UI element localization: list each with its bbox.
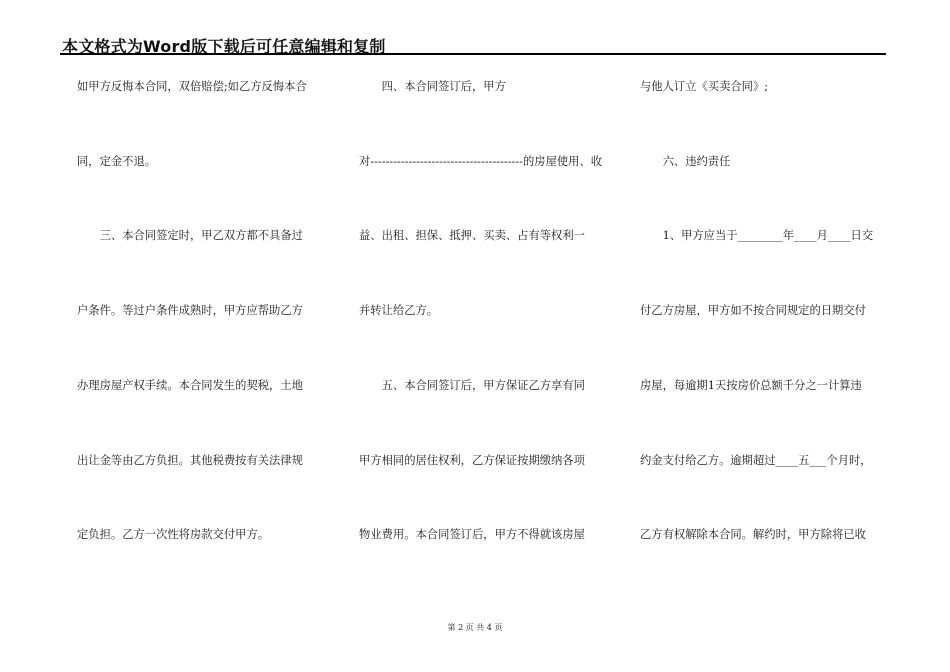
text-line: 乙方有权解除本合同。解约时，甲方除将已收 <box>640 528 866 541</box>
text-line: 办理房屋产权手续。本合同发生的契税，土地 <box>77 379 303 392</box>
text-line: 付乙方房屋，甲方如不按合同规定的日期交付 <box>640 304 866 317</box>
text-line: 三、本合同签定时，甲乙双方都不具备过 <box>77 229 303 242</box>
text-line: 同，定金不退。 <box>77 155 157 168</box>
text-line: 四、本合同签订后，甲方 <box>359 80 506 93</box>
text-line: 五、本合同签订后，甲方保证乙方享有同 <box>359 379 585 392</box>
text-line: 户条件。等过户条件成熟时，甲方应帮助乙方 <box>77 304 303 317</box>
text-line: 与他人订立《买卖合同》; <box>640 80 769 93</box>
text-line: 物业费用。本合同签订后，甲方不得就该房屋 <box>359 528 585 541</box>
text-line: 六、违约责任 <box>640 155 731 168</box>
text-line: 定负担。乙方一次性将房款交付甲方。 <box>77 528 270 541</box>
text-line: 如甲方反悔本合同，双倍赔偿;如乙方反悔本合 <box>77 80 307 93</box>
document-header-title: 本文格式为Word版下载后可任意编辑和复制 <box>62 37 386 56</box>
text-line: 1、甲方应当于________年____月____日交 <box>640 229 874 242</box>
page-number-footer: 第 2 页 共 4 页 <box>447 623 503 632</box>
text-line: 甲方相同的居住权利，乙方保证按期缴纳各项 <box>359 454 585 467</box>
text-line: 约金支付给乙方。逾期超过____五___个月时， <box>640 454 872 467</box>
text-line: 房屋，每逾期1天按房价总额千分之一计算违 <box>640 379 862 392</box>
text-line: 并转让给乙方。 <box>359 304 439 317</box>
header-divider <box>60 53 886 55</box>
text-line: 益、出租、担保、抵押、买卖、占有等权利一 <box>359 229 585 242</box>
text-line: 出让金等由乙方负担。其他税费按有关法律规 <box>77 454 303 467</box>
text-line: 对----------------------------------------的房屋使用、收 <box>359 155 603 168</box>
